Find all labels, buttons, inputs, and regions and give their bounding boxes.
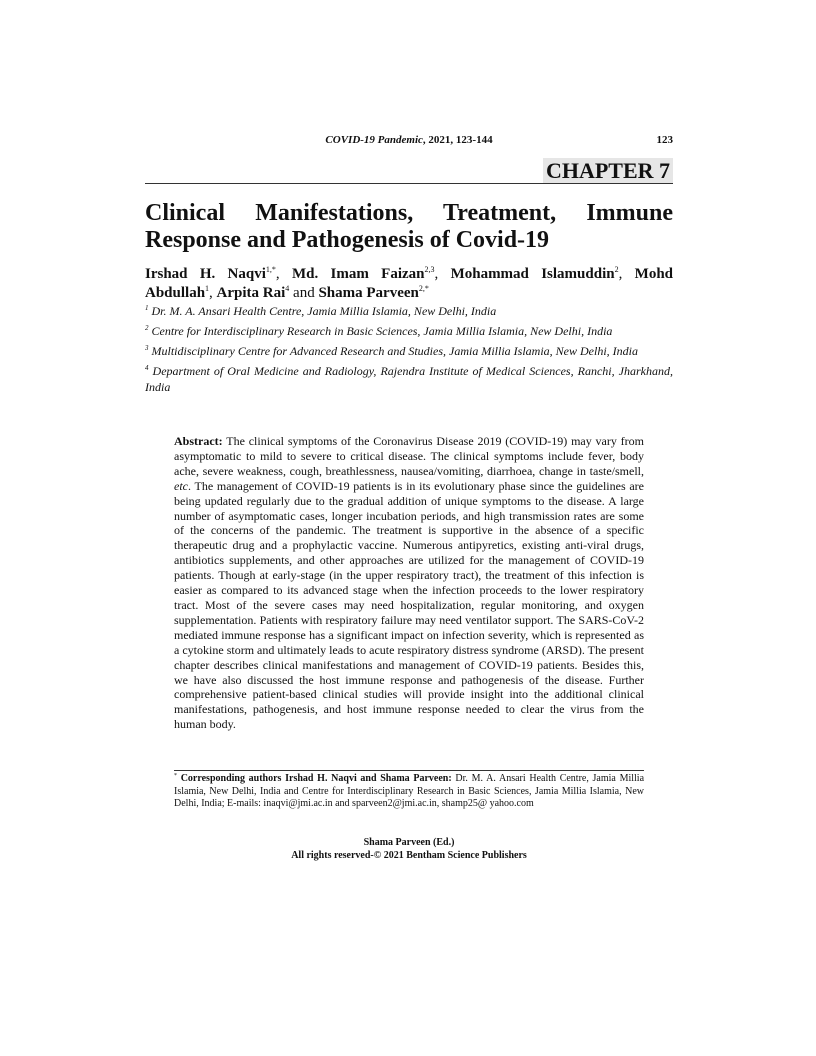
chapter-title: Clinical Manifestations, Treatment, Immune Response and Pathogenesis of Covid-19 [145,200,673,253]
affiliation-text: Centre for Interdisciplinary Research in Basic Sciences, Jamia Millia Islamia, New Delhi, India [151,324,613,338]
corresponding-author-footnote [174,773,644,811]
author-separator: , [209,285,217,301]
journal-citation [325,134,492,146]
author-separator: , [618,266,635,282]
author-affil-mark: 1 [205,284,210,293]
abstract-etc: etc [174,478,188,493]
author-name: Arpita Rai [216,285,286,301]
editor-credit: Shama Parveen (Ed.) [363,837,455,848]
author-affil-mark: 2,* [418,284,429,293]
author-separator: , [434,266,451,282]
affiliation-text: Multidisciplinary Centre for Advanced Research and Studies, Jamia Millia Islamia, New Delhi, India [151,344,638,358]
footnote-label: Corresponding authors Irshad H. Naqvi and Shama Parveen: [180,773,452,784]
footnote-mark: * [174,773,177,779]
publisher-footer [145,836,673,862]
running-header [145,134,673,146]
journal-year-pages: , 2021, 123-144 [422,134,493,146]
journal-name: COVID-19 Pandemic [325,134,423,146]
abstract-text-continued: . The management of COVID-19 patients is in its evolutionary phase since the guidelines are being updated regularly due to the gradual addition of unique symptoms to the disease. A large number of asymptomatic cases, longer incubation periods, and high transmission rates are some of the concerns of the pandemic. The treatment is supportive in the absence of a specific therapeutic drug and a prophylactic vaccine. Numerous antipyretics, existing anti-viral drugs, antibiotics supplements, and other approaches are utilized for the management of COVID-19 patients. Though at early-stage (in the upper respiratory tract), the treatment of this infection is easier as compared to its advanced stage when the infection proceeds to the lower respiratory tract. Most of the severe cases may need hospitalization, regular monitoring, and oxygen supplementation. Patients with respiratory failure may need ventilator support. The SARS-CoV-2 mediated immune response has a significant impact on infection severity, which is represented as a cytokine storm and ultimately leads to acute respiratory distress syndrome (ARSD). The present chapter describes clinical manifestations and management of COVID-19 patients. Besides this, we have also discussed the host immune response and pathogenesis of the disease. Further comprehensive patient-based clinical studies will provide insight into the additional clinical manifestations, pathogenesis, and host immune response needed to clear the virus from the human body. [174,478,644,732]
page-number: 123 [656,134,673,146]
author-separator: and [289,285,319,301]
affiliation-item [145,323,673,339]
affiliation-number: 3 [145,344,149,352]
abstract-text: The clinical symptoms of the Coronavirus Disease 2019 (COVID-19) may vary from asymptomatic to mild to severe to critical disease. The clinical symptoms include fever, body ache, severe weakness, cough, breathlessness, nausea/vomiting, diarrhoea, change in taste/smell, [174,434,644,478]
affiliation-number: 2 [145,324,149,332]
author-name: Md. Imam Faizan [291,266,425,282]
affiliation-number: 4 [145,364,149,372]
author-list [145,265,673,303]
affiliation-item [145,343,673,359]
affiliation-item [145,363,673,395]
author-separator: , [275,266,292,282]
author-affil-mark: 2 [614,265,619,274]
author-name: Shama Parveen [318,285,419,301]
copyright-line: All rights reserved-© 2021 Bentham Science Publishers [291,850,527,861]
author-affil-mark: 1,* [265,265,276,274]
affiliation-text: Dr. M. A. Ansari Health Centre, Jamia Millia Islamia, New Delhi, India [151,304,497,318]
author-name: Mohd Abdullah [145,266,673,301]
header-divider [145,183,673,184]
affiliation-item [145,303,673,319]
author-name: Irshad H. Naqvi [145,266,266,282]
chapter-label: CHAPTER 7 [543,158,673,184]
author-name: Mohammad Islamuddin [450,266,615,282]
author-affil-mark: 2,3 [424,265,435,274]
author-affil-mark: 4 [285,284,290,293]
affiliation-list [145,303,673,399]
footnote-text: Dr. M. A. Ansari Health Centre, Jamia Millia Islamia, New Delhi, India and Centre for Interdisciplinary Research in Basic Sciences, Jamia Millia Islamia, New Delhi, India; E-mails: inaqvi@jmi.ac.in and sparveen2@jmi.ac.in, shamp25@ yahoo.com [174,773,645,809]
abstract-label: Abstract: [174,434,223,448]
affiliation-text: Department of Oral Medicine and Radiology, Rajendra Institute of Medical Sciences, Ranchi, Jharkhand, India [145,364,673,394]
abstract [174,434,644,732]
affiliation-number: 1 [145,304,149,312]
footnote-divider [174,770,644,771]
